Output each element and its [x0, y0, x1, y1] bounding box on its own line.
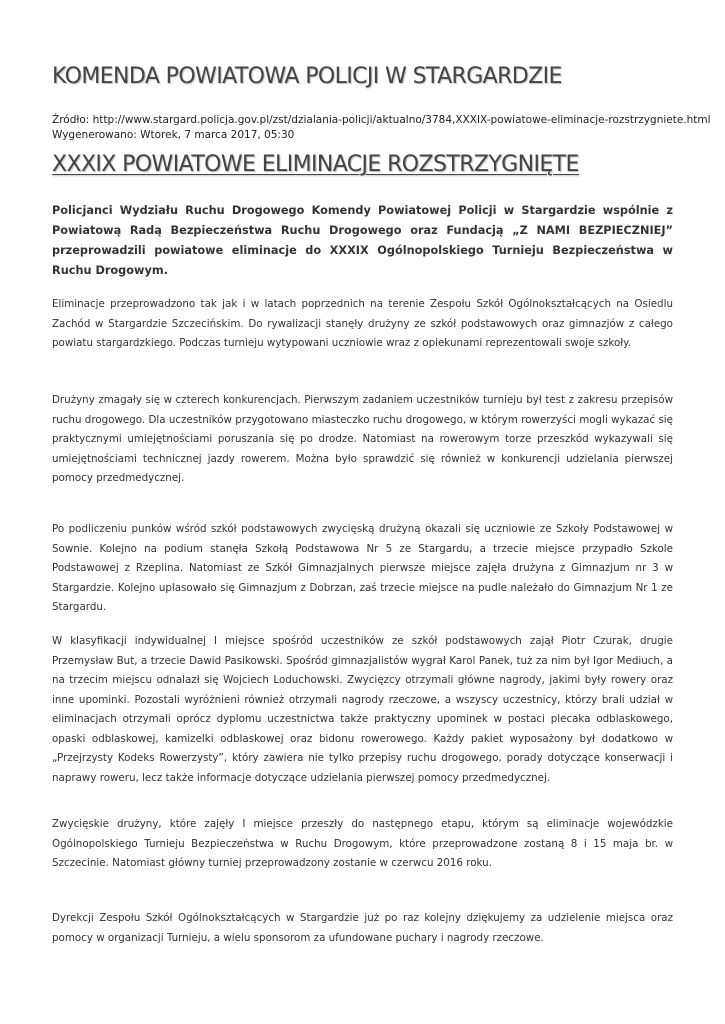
site-title: KOMENDA POWIATOWA POLICJI W STARGARDZIE [52, 64, 562, 89]
document-meta [52, 113, 711, 143]
article-paragraph: Dyrekcji Zespołu Szkół Ogólnokształcących w Stargardzie już po raz kolejny dziękujemy za udzielenie miejsca oraz pomocy w organizacji Turnieju, a wielu sponsorom za ufundowane puchary i nagrody rzeczowe. [52, 912, 673, 944]
generated-line: Wygenerowano: Wtorek, 7 marca 2017, 05:30 [52, 129, 295, 141]
article-title: XXXIX POWIATOWE ELIMINACJE ROZSTRZYGNIĘTE [52, 152, 579, 177]
source-line: Źródło: http://www.stargard.policja.gov.pl/zst/dzialania-policji/aktualno/3784,XXXIX-powiatowe-eliminacje-rozstrzygniete.html [52, 114, 711, 126]
article-paragraph: Eliminacje przeprowadzono tak jak i w latach poprzednich na terenie Zespołu Szkół Ogólnokształcących na Osiedlu Zachód w Stargardzie Szczecińskim. Do rywalizacji stanęły drużyny ze szkół podstawowych oraz gimnazjów z całego powiatu stargardzkiego. Podczas turnieju wytypowani uczniowie wraz z opiekunami reprezentowali swoje szkoły. [52, 298, 673, 349]
article-paragraph: Zwycięskie drużyny, które zajęły I miejsce przeszły do następnego etapu, którym są eliminacje wojewódzkie Ogólnopolskiego Turnieju Bezpieczeństwa w Ruchu Drogowym, które przeprowadzone zostaną 8 i 15 maja br. w Szczecinie. Natomiast główny turniej przeprowadzony zostanie w czerwcu 2016 roku. [52, 818, 673, 869]
article-paragraph: Po podliczeniu punków wśród szkół podstawowych zwycięską drużyną okazali się uczniowie ze Szkoły Podstawowej w Sownie. Kolejno na podium stanęła Szkołą Podstawowa Nr 5 ze Stargardu, a trzecie miejsce przypadło Szkole Podstawowej z Rzeplina. Natomiast ze Szkół Gimnazjalnych pierwsze miejsce zajęła drużyna z Gimnazjum nr 3 w Stargardzie. Kolejno uplasowało się Gimnazjum z Dobrzan, zaś trzecie miejsce na pudle należało do Gimnazjum Nr 1 ze Stargardu. [52, 523, 673, 613]
article-paragraph: W klasyfikacji indywidualnej I miejsce spośród uczestników ze szkół podstawowych zajął Piotr Czurak, drugie Przemysław But, a trzecie Dawid Pasikowski. Spośród gimnazjalistów wygrał Karol Panek, tuż za nim był Igor Mediuch, a na trzecim miejscu odnalazł się Wojciech Loduchowski. Zwycięzcy otrzymali główne nagrody, jakimi były rowery oraz inne upominki. Pozostali wyróżnieni również otrzymali nagrody rzeczowe, a wszyscy uczestnicy, którzy brali udział w eliminacjach otrzymali oprócz dyplomu uczestnictwa także praktyczny upominek w postaci plecaka odblaskowego, opaski odblaskowej, kamizelki odblaskowej oraz bidonu rowerowego. Każdy pakiet wyposażony był dodatkowo w „Przejrzysty Kodeks Rowerzysty”, który zawiera nie tylko przepisy ruchu drogowego, porady dotyczące konserwacji i naprawy roweru, lecz także informacje dotyczące udzielania pierwszej pomocy przedmedycznej. [52, 635, 673, 784]
article-lead: Policjanci Wydziału Ruchu Drogowego Komendy Powiatowej Policji w Stargardzie wspólnie z Powiatową Radą Bezpieczeństwa Ruchu Drogowego oraz Fundacją „Z NAMI BEZPIECZNIEJ” przeprowadzili powiatowe eliminacje do XXXIX Ogólnopolskiego Turnieju Bezpieczeństwa w Ruchu Drogowym. [52, 204, 673, 277]
article-paragraph: Drużyny zmagały się w czterech konkurencjach. Pierwszym zadaniem uczestników turnieju był test z zakresu przepisów ruchu drogowego. Dla uczestników przygotowano miasteczko ruchu drogowego, w którym rowerzyści mogli wykazać się praktycznymi umiejętnościami poruszania się po drodze. Natomiast na rowerowym torze przeszkód wykazywali się umiejętnościami technicznej jazdy rowerem. Można było sprawdzić się również w konkurencji udzielania pierwszej pomocy przedmedycznej. [52, 394, 673, 484]
